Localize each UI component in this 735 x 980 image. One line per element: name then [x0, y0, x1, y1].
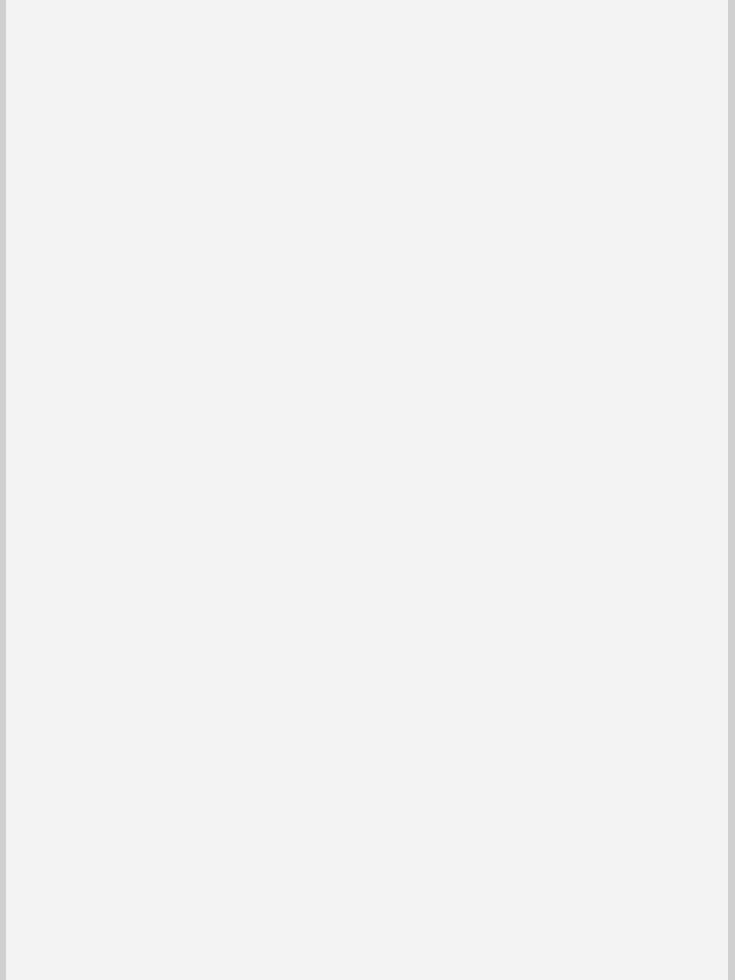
inspection-sheet	[6, 0, 728, 980]
